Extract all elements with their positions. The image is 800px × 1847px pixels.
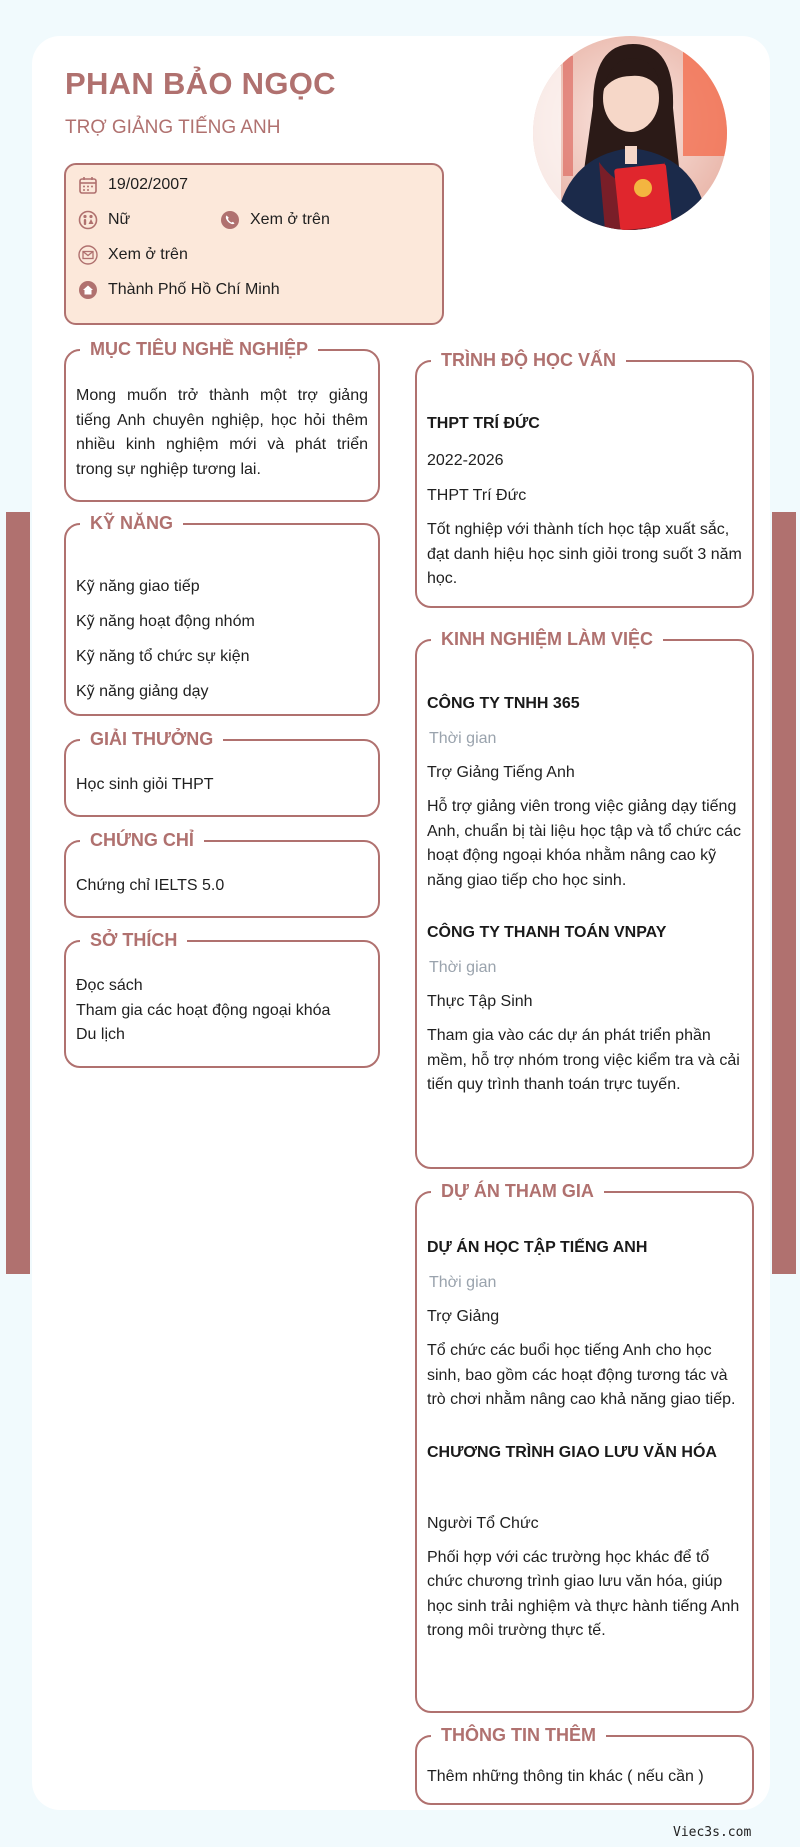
job-title: TRỢ GIẢNG TIẾNG ANH (65, 117, 281, 138)
education-major: THPT Trí Đức (427, 487, 527, 504)
objective-section (64, 339, 380, 502)
education-period: 2022-2026 (427, 452, 504, 469)
education-body (427, 412, 742, 592)
project-name: DỰ ÁN HỌC TẬP TIẾNG ANH (427, 1239, 648, 1256)
hobby-item: Du lịch (76, 1026, 125, 1043)
email-icon (78, 245, 98, 265)
birthdate-row (78, 175, 188, 195)
project-description: Phối hợp với các trường học khác để tổ chức chương trình giao lưu văn hóa, giúp học sinh trải nghiệm và thực hành tiếng Anh trong môi trường thực tế. (427, 1548, 740, 1639)
awards-title: GIẢI THƯỞNG (80, 727, 223, 751)
additional-info-title: THÔNG TIN THÊM (431, 1723, 606, 1747)
projects-section (415, 1181, 754, 1713)
address-value: Thành Phố Hồ Chí Minh (108, 281, 280, 298)
projects-body (427, 1236, 742, 1644)
avatar-photo (533, 36, 727, 230)
project-time: Thời gian (429, 1274, 497, 1291)
job-description: Hỗ trợ giảng viên trong việc giảng dạy tiếng Anh, chuẩn bị tài liệu học tập và tổ chức các hoạt động ngoại khóa nhằm nâng cao kỹ năng giao tiếp cho học sinh. (427, 798, 742, 889)
job-description: Tham gia vào các dự án phát triển phần mềm, hỗ trợ nhóm trong việc kiểm tra và cải tiến quy trình thanh toán trực tuyến. (427, 1027, 740, 1093)
skills-list (76, 575, 368, 704)
project-role: Người Tổ Chức (427, 1514, 539, 1532)
education-title: TRÌNH ĐỘ HỌC VẤN (431, 348, 626, 372)
company-name: CÔNG TY TNHH 365 (427, 695, 580, 712)
education-description: Tốt nghiệp với thành tích học tập xuất sắc, đạt danh hiệu học sinh giỏi trong suốt 3 năm học. (427, 521, 742, 587)
right-accent-band (772, 512, 796, 1274)
company-name: CÔNG TY THANH TOÁN VNPAY (427, 924, 667, 941)
gender-icon (78, 210, 98, 230)
school-name: THPT TRÍ ĐỨC (427, 415, 540, 432)
hobbies-title: SỞ THÍCH (80, 928, 187, 952)
candidate-name: PHAN BẢO NGỌC (65, 66, 336, 101)
awards-text: Học sinh giỏi THPT (76, 776, 214, 793)
certificates-section (64, 830, 380, 918)
watermark: Viec3s.com (673, 1825, 752, 1840)
gender-value: Nữ (108, 211, 131, 228)
project-description: Tổ chức các buổi học tiếng Anh cho học sinh, bao gồm các hoạt động tương tác và trò chơi nhằm nâng cao khả năng giao tiếp. (427, 1342, 736, 1408)
address-row (78, 280, 280, 300)
job-position: Trợ Giảng Tiếng Anh (427, 764, 575, 781)
job-time: Thời gian (429, 730, 497, 747)
awards-section (64, 729, 380, 817)
project-role: Trợ Giảng (427, 1308, 500, 1325)
experience-section (415, 629, 754, 1169)
additional-info-section (415, 1725, 754, 1805)
education-section (415, 350, 754, 608)
hobby-item: Đọc sách (76, 977, 143, 994)
skill-item: Kỹ năng giao tiếp (76, 578, 200, 595)
hobbies-list (76, 974, 368, 1048)
objective-text: Mong muốn trở thành một trợ giảng tiếng Anh chuyên nghiệp, học hỏi thêm nhiều kinh nghiệm mới và phát triển trong sự nghiệp tương lai. (76, 387, 368, 478)
skills-title: KỸ NĂNG (80, 511, 183, 535)
projects-title: DỰ ÁN THAM GIA (431, 1179, 604, 1203)
email-row (78, 245, 188, 265)
objective-title: MỤC TIÊU NGHỀ NGHIỆP (80, 337, 318, 361)
job-position: Thực Tập Sinh (427, 993, 533, 1010)
email-value: Xem ở trên (108, 246, 188, 263)
skills-section (64, 513, 380, 716)
avatar (533, 36, 727, 230)
project-name: CHƯƠNG TRÌNH GIAO LƯU VĂN HÓA (427, 1443, 717, 1461)
birthdate-value: 19/02/2007 (108, 176, 189, 193)
skill-item: Kỹ năng giảng dạy (76, 683, 209, 700)
additional-info-text: Thêm những thông tin khác ( nếu cần ) (427, 1768, 704, 1785)
phone-value: Xem ở trên (250, 211, 330, 228)
home-icon (78, 280, 98, 300)
job-time: Thời gian (429, 959, 497, 976)
experience-body (427, 692, 742, 1098)
certificates-title: CHỨNG CHỈ (80, 828, 204, 852)
skill-item: Kỹ năng tổ chức sự kiện (76, 648, 250, 665)
hobbies-section (64, 930, 380, 1068)
phone-icon (220, 210, 240, 230)
gender-row (78, 210, 130, 230)
calendar-icon (78, 175, 98, 195)
hobby-item: Tham gia các hoạt động ngoại khóa (76, 1001, 331, 1019)
left-accent-band (6, 512, 30, 1274)
certificates-text: Chứng chỉ IELTS 5.0 (76, 877, 225, 894)
experience-title: KINH NGHIỆM LÀM VIỆC (431, 627, 663, 651)
phone-row (220, 210, 330, 230)
skill-item: Kỹ năng hoạt động nhóm (76, 613, 255, 630)
